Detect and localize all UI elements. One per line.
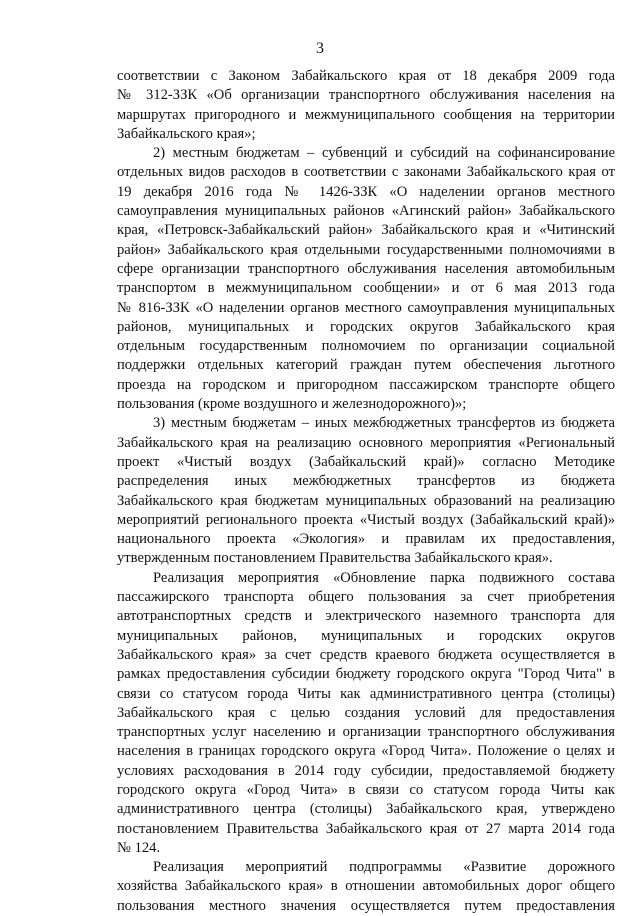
text-line: поддержки отдельных категорий граждан путем обеспечения льготного <box>117 357 615 374</box>
text-line: пользования (кроме воздушного и железнодорожного)»; <box>117 396 467 413</box>
text-line: автотранспортных средств и электрического наземного транспорта для <box>117 608 615 625</box>
document-body <box>117 67 615 916</box>
text-line: № 312-ЗЗК «Об организации транспортного обслуживания населения на <box>117 87 615 104</box>
text-line: утвержденным постановлением Правительства Забайкальского края». <box>117 550 553 567</box>
text-line: № 124. <box>117 839 161 856</box>
text-line: проект «Чистый воздух (Забайкальский край)» согласно Методике <box>117 453 615 470</box>
text-line: мероприятий регионального проекта «Чистый воздух (Забайкальский край)» <box>117 511 615 528</box>
text-line: районов, муниципальных и городских округов Забайкальского края <box>117 318 615 335</box>
text-line: края, «Петровск-Забайкальский район» Забайкальского края и «Читинский <box>117 222 615 239</box>
text-line: населения в границах городского округа «Город Чита». Положение о целях и <box>117 743 615 760</box>
text-line: проезда на городском и пригородном пассажирском транспорте общего <box>117 376 615 393</box>
text-line: сфере организации транспортного обслуживания населения автомобильным <box>117 260 615 277</box>
text-line: административного центра (столицы) Забайкальского края, утверждено <box>117 801 615 818</box>
text-line: национального проекта «Экология» и правилам их предоставления, <box>117 531 615 548</box>
text-line: пользования местного значения осуществляется путем предоставления <box>117 897 615 914</box>
text-line: 19 декабря 2016 года № 1426-ЗЗК «О наделении органов местного <box>117 183 615 200</box>
text-line: Забайкальского края на реализацию основного мероприятия «Региональный <box>117 434 615 451</box>
text-line: пассажирского транспорта общего пользования за счет приобретения <box>117 589 615 606</box>
text-line: условиях расходования в 2014 году субсидии, предоставляемой бюджету <box>117 762 615 779</box>
text-line: рамках предоставления субсидии бюджету городского округа "Город Чита" в <box>117 666 615 683</box>
text-line: распределения иных межбюджетных трансфертов из бюджета <box>117 473 615 490</box>
page-number: 3 <box>316 40 324 57</box>
text-line: хозяйства Забайкальского края» в отношении автомобильных дорог общего <box>117 878 615 895</box>
text-line: Реализация мероприятий подпрограммы «Развитие дорожного <box>153 859 615 876</box>
text-line: муниципальных районов, муниципальных и городских округов <box>117 627 615 644</box>
text-line: № 816-ЗЗК «О наделении органов местного самоуправления муниципальных <box>117 299 615 316</box>
text-line: 2) местным бюджетам – субвенций и субсидий на софинансирование <box>153 145 615 162</box>
text-line: транспортных услуг населению и организации транспортного обслуживания <box>117 724 615 741</box>
text-line: связи со статусом города Читы как административного центра (столицы) <box>117 685 615 702</box>
text-line: Забайкальского края»; <box>117 125 256 142</box>
text-line: городского округа «Город Чита» в связи со статусом города Читы как <box>117 781 615 798</box>
text-line: Забайкальского края с целью создания условий для предоставления <box>117 704 615 721</box>
text-line: транспортом в межмуниципальном сообщении» и от 6 мая 2013 года <box>117 280 615 297</box>
text-line: соответствии с Законом Забайкальского края от 18 декабря 2009 года <box>117 68 615 84</box>
text-line: маршрутах пригородного и межмуниципального сообщения на территории <box>117 106 615 123</box>
text-line: 3) местным бюджетам – иных межбюджетных трансфертов из бюджета <box>153 415 615 432</box>
text-line: Забайкальского края бюджетам муниципальных образований на реализацию <box>117 492 615 509</box>
text-line: самоуправления муниципальных районов «Агинский район» Забайкальского <box>117 203 615 220</box>
text-line: Забайкальского края» за счет средств краевого бюджета осуществляется в <box>117 646 615 663</box>
text-line: отдельным государственным полномочием по организации социальной <box>117 338 615 355</box>
text-line: район» Забайкальского края отдельными государственными полномочиями в <box>117 241 615 258</box>
text-line: Реализация мероприятия «Обновление парка подвижного состава <box>153 569 615 586</box>
text-line: постановлением Правительства Забайкальского края от 27 марта 2014 года <box>117 820 615 837</box>
text-line: отдельных видов расходов в соответствии с законами Забайкальского края от <box>117 164 615 181</box>
